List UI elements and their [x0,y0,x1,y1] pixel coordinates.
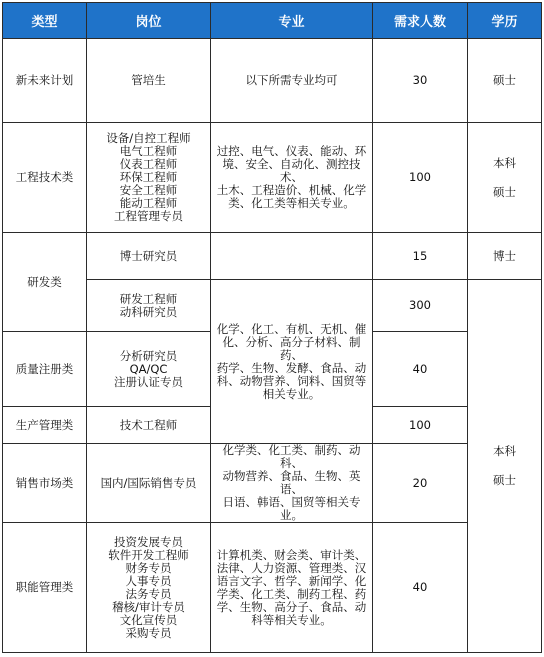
major-cell: 计算机类、财会类、审计类、 法律、人力资源、管理类、汉 语言文字、哲学、新闻学、化 学类、化工类、制药工程、药 学、生物、高分子、食品、动 科等相关专业。 [211,523,373,653]
major-cell: 以下所需专业均可 [211,39,373,123]
header-count: 需求人数 [373,3,468,39]
education-cell: 硕士 [468,39,542,123]
table-row [3,39,542,123]
position-cell: 投资发展专员 软件开发工程师 财务专员 人事专员 法务专员 稽核/审计专员 文化宣传员 采购专员 [87,523,211,653]
table-row [3,444,542,523]
type-cell: 研发类 [3,233,87,332]
count-cell: 15 [373,233,468,280]
count-cell: 40 [373,523,468,653]
header-row [3,3,542,39]
education-cell: 本科 硕士 [468,280,542,653]
header-major: 专业 [211,3,373,39]
table-row [3,123,542,233]
type-cell: 质量注册类 [3,332,87,407]
header-position: 岗位 [87,3,211,39]
position-cell: 技术工程师 [87,407,211,444]
major-cell: 过控、电气、仪表、能动、环 境、安全、自动化、测控技术、 土木、工程造价、机械、化学 类、化工类等相关专业。 [211,123,373,233]
type-cell: 生产管理类 [3,407,87,444]
count-cell: 20 [373,444,468,523]
header-education: 学历 [468,3,542,39]
type-cell: 新未来计划 [3,39,87,123]
header-type: 类型 [3,3,87,39]
count-cell: 100 [373,407,468,444]
count-cell: 100 [373,123,468,233]
education-cell: 本科 硕士 [468,123,542,233]
major-cell: 化学、化工、有机、无机、催 化、分析、高分子材料、制药、 药学、生物、发酵、食品、动 科、动物营养、饲料、国贸等 相关专业。 [211,280,373,444]
position-cell: 分析研究员 QA/QC 注册认证专员 [87,332,211,407]
position-cell: 国内/国际销售专员 [87,444,211,523]
education-cell: 博士 [468,233,542,280]
count-cell: 40 [373,332,468,407]
position-cell: 管培生 [87,39,211,123]
major-cell: 化学类、化工类、制药、动科、 动物营养、食品、生物、英语、 日语、韩语、国贸等相关专业。 [211,444,373,523]
major-cell [211,233,373,280]
count-cell: 300 [373,280,468,332]
position-cell: 研发工程师 动科研究员 [87,280,211,332]
type-cell: 职能管理类 [3,523,87,653]
type-cell: 工程技术类 [3,123,87,233]
recruitment-table [2,2,542,653]
position-cell: 设备/自控工程师 电气工程师 仪表工程师 环保工程师 安全工程师 能动工程师 工程管理专员 [87,123,211,233]
count-cell: 30 [373,39,468,123]
table-row [3,523,542,653]
position-cell: 博士研究员 [87,233,211,280]
table-row [3,233,542,280]
type-cell: 销售市场类 [3,444,87,523]
